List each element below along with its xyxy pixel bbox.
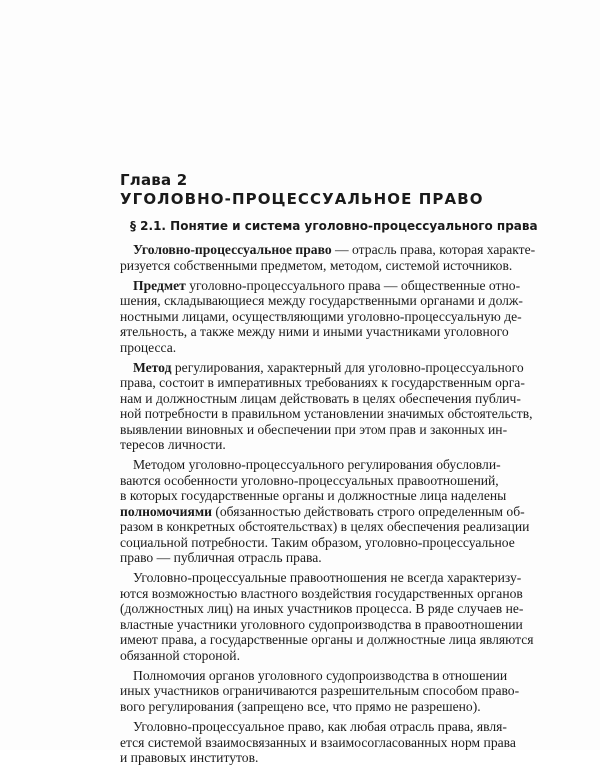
- text-line: [120, 359, 524, 376]
- text-line: [120, 375, 525, 391]
- paragraph: [120, 457, 530, 566]
- line-text: ностными лицами, осуществляющими уголовно-процессуальную де-: [120, 308, 522, 324]
- line-text: (обязанностью действовать строго определенным об-: [211, 503, 525, 519]
- text-line: [120, 585, 523, 602]
- text-line: [120, 683, 520, 699]
- line-text: обязанной стороной.: [120, 647, 240, 663]
- line-text: иных участников ограничиваются разрешительным способом право-: [120, 683, 520, 699]
- line-text: нам и должностным лицам действовать в целях обеспечения публич-: [120, 390, 521, 406]
- text-line: [120, 421, 508, 438]
- line-text: процесса.: [120, 339, 177, 355]
- text-line: [120, 324, 509, 340]
- line-text: Полномочия органов уголовного судопроизводства в отношении: [133, 667, 508, 683]
- text-line: [120, 277, 521, 294]
- text-line: [120, 242, 536, 258]
- text-line: [120, 534, 515, 551]
- line-text: имеют права, а государственные органы и должностные лица являются: [120, 632, 534, 648]
- line-text: Уголовно-процессуальные правоотношения не всегда характеризу-: [133, 570, 522, 586]
- line-text: — отрасль права, которая характе-: [331, 242, 536, 257]
- line-text: тересов личности.: [120, 437, 226, 453]
- text-line: [120, 648, 486, 664]
- line-text: выявлении виновных и обеспечении при этом прав и законных ин-: [120, 421, 508, 437]
- line-text: ется системой взаимосвязанных и взаимосогласованных норм права: [120, 734, 516, 750]
- text-line: [120, 750, 486, 766]
- line-text: Методом уголовно-процессуального регулирования обусловли-: [133, 457, 501, 473]
- bold-term: полномочиями: [120, 503, 212, 519]
- bold-term: Предмет: [133, 277, 186, 293]
- text-line: [120, 734, 516, 751]
- text-line: [120, 457, 501, 473]
- text-line: [120, 570, 522, 586]
- paragraph: [120, 359, 533, 453]
- chapter-label: Глава 2: [120, 171, 188, 189]
- line-text: права, состоит в императивных требованиях к государственным орга-: [120, 375, 525, 391]
- text-line: [120, 488, 507, 504]
- line-text: регулирования, характерный для уголовно-процессуального: [171, 359, 524, 375]
- text-line: [120, 719, 507, 735]
- line-text: ятельность, а также между ними и иными участниками уголовного: [120, 324, 509, 340]
- line-text: ризуется собственными предметом, методом, системой источников.: [120, 257, 513, 273]
- paragraph: [120, 242, 536, 273]
- text-line: [120, 632, 534, 648]
- bold-term: Метод: [133, 359, 172, 375]
- text-line: [120, 550, 486, 566]
- line-text: ются возможностью властного воздействия государственных органов: [120, 585, 523, 601]
- text-line: [120, 601, 524, 617]
- text-line: [120, 257, 513, 274]
- text-line: [120, 406, 533, 422]
- chapter-title: УГОЛОВНО-ПРОЦЕССУАЛЬНОЕ ПРАВО: [120, 190, 484, 208]
- text-line: [120, 340, 486, 356]
- line-text: Уголовно-процессуальное право, как любая отрасль права, явля-: [133, 719, 507, 735]
- text-line: [120, 503, 525, 520]
- paragraph: [120, 570, 534, 663]
- text-line: [120, 519, 530, 535]
- line-text: шения, складывающиеся между государственными органами и долж-: [120, 293, 523, 309]
- line-text: и правовых институтов.: [120, 750, 259, 766]
- line-text: (должностных лиц) на иных участников процесса. В ряде случаев не-: [120, 601, 524, 617]
- text-line: [120, 616, 523, 633]
- text-line: [120, 699, 486, 715]
- paragraph: [120, 719, 516, 766]
- text-line: [120, 472, 499, 489]
- line-text: властные участники уголовного судопроизводства в правоотношении: [120, 616, 523, 632]
- line-text: в которых государственные органы и должностные лица наделены: [120, 488, 507, 504]
- line-text: ваются особенности уголовно-процессуальных правоотношений,: [120, 472, 499, 488]
- line-text: уголовно-процессуального права — общественные отно-: [185, 277, 521, 293]
- text-line: [120, 667, 508, 684]
- text-line: [120, 308, 522, 325]
- line-text: разом в конкретных обстоятельствах) в целях обеспечения реализации: [120, 519, 530, 535]
- line-text: социальной потребности. Таким образом, уголовно-процессуальное: [120, 534, 515, 550]
- section-title: § 2.1. Понятие и система уголовно-процессуального права: [130, 219, 538, 233]
- paragraph: [120, 667, 520, 715]
- body-text: [120, 242, 536, 770]
- bold-term: Уголовно-процессуальное право: [133, 242, 332, 257]
- line-text: ной потребности в правильном установлении значимых обстоятельств,: [120, 406, 533, 422]
- text-line: [120, 437, 486, 453]
- line-text: право — публичная отрасль права.: [120, 550, 322, 566]
- text-line: [120, 390, 521, 407]
- text-line: [120, 293, 523, 309]
- line-text: вого регулирования (запрещено все, что прямо не разрешено).: [120, 698, 481, 714]
- paragraph: [120, 277, 523, 356]
